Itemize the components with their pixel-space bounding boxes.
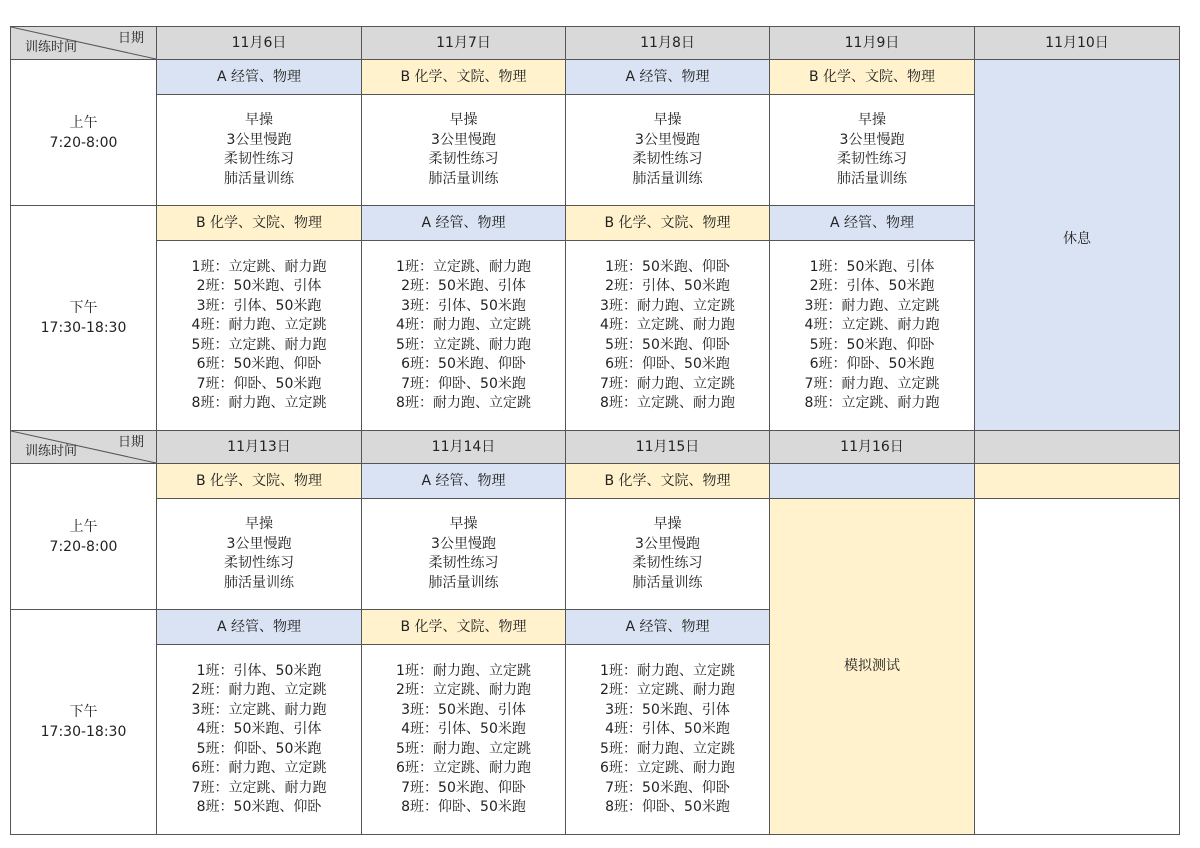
activity-item: 早操: [245, 112, 273, 128]
group-label: B 化学、文院、物理: [362, 610, 566, 645]
class-assignment: 8班：立定跳、耐力跑: [804, 395, 940, 411]
afternoon-class-list: [362, 241, 566, 431]
class-assignment: 7班：仰卧、50米跑: [401, 375, 526, 392]
activity-item: 3公里慢跑: [839, 131, 905, 148]
class-assignment: 4班：引体、50米跑: [401, 721, 526, 737]
afternoon-class-list: [362, 645, 566, 835]
morning-time-cell: [11, 60, 157, 206]
activity-item: 3公里慢跑: [635, 131, 700, 148]
group-label-empty: [770, 464, 975, 499]
class-assignment: 3班：50米跑、引体: [605, 701, 730, 718]
morning-activities: [362, 499, 566, 610]
date-header: 11月9日: [770, 27, 975, 60]
date-header: 11月8日: [566, 27, 770, 60]
training-schedule-table: [10, 26, 1180, 835]
class-assignment: 6班：50米跑、仰卧: [401, 356, 526, 372]
activity-item: 3公里慢跑: [226, 131, 292, 148]
group-label: B 化学、文院、物理: [157, 464, 362, 499]
class-assignment: 8班：耐力跑、立定跳: [191, 395, 327, 411]
class-assignment: 5班：50米跑、仰卧: [809, 336, 935, 353]
class-assignment: 7班：仰卧、50米跑: [196, 375, 322, 392]
group-label: A 经管、物理: [157, 610, 362, 645]
class-assignment: 1班：50米跑、引体: [809, 258, 935, 275]
morning-time: 7:20-8:00: [49, 538, 118, 555]
class-assignment: 8班：立定跳、耐力跑: [600, 395, 735, 411]
activity-item: 肺活量训练: [632, 170, 703, 187]
class-assignment: 7班：50米跑、仰卧: [605, 779, 730, 796]
class-assignment: 1班：立定跳、耐力跑: [396, 258, 531, 275]
class-assignment: 1班：立定跳、耐力跑: [191, 258, 327, 275]
class-assignment: 2班：50米跑、引体: [196, 278, 322, 294]
activity-item: 早操: [449, 112, 478, 128]
class-assignment: 2班：引体、50米跑: [809, 278, 935, 294]
activity-item: 肺活量训练: [632, 574, 703, 591]
class-assignment: 2班：引体、50米跑: [605, 278, 730, 294]
week1-date-row: [11, 27, 1180, 60]
afternoon-class-list: [770, 241, 975, 431]
corner-time-label: 训练时间: [25, 444, 78, 459]
class-assignment: 3班：引体、50米跑: [401, 297, 526, 314]
activity-item: 柔韧性练习: [428, 151, 499, 167]
class-assignment: 4班：耐力跑、立定跳: [396, 317, 531, 333]
activity-item: 肺活量训练: [224, 574, 294, 591]
activity-item: 3公里慢跑: [226, 535, 292, 552]
date-header: 11月14日: [362, 431, 566, 464]
activity-item: 3公里慢跑: [635, 535, 700, 552]
date-header-empty: [975, 431, 1180, 464]
group-label: A 经管、物理: [362, 206, 566, 241]
empty-cell: [975, 499, 1180, 835]
class-assignment: 4班：引体、50米跑: [605, 721, 730, 737]
class-assignment: 8班：仰卧、50米跑: [401, 799, 526, 815]
class-assignment: 5班：耐力跑、立定跳: [396, 740, 531, 757]
class-assignment: 3班：耐力跑、立定跳: [600, 297, 735, 314]
class-assignment: 1班：引体、50米跑: [196, 662, 322, 679]
class-assignment: 8班：50米跑、仰卧: [196, 799, 322, 815]
afternoon-class-list: [157, 645, 362, 835]
corner-time-label: 训练时间: [25, 40, 78, 55]
date-header: 11月13日: [157, 431, 362, 464]
week2-am-activity-row: [11, 499, 1180, 610]
corner-header: [11, 27, 157, 60]
class-assignment: 5班：仰卧、50米跑: [196, 740, 322, 757]
class-assignment: 6班：仰卧、50米跑: [809, 356, 935, 372]
activity-item: 肺活量训练: [837, 170, 907, 187]
class-assignment: 2班：耐力跑、立定跳: [191, 682, 327, 698]
afternoon-label: 下午: [69, 300, 98, 316]
class-assignment: 4班：立定跳、耐力跑: [600, 317, 735, 333]
activity-item: 早操: [653, 516, 682, 532]
date-header: 11月7日: [362, 27, 566, 60]
morning-activities: [362, 95, 566, 206]
week2-date-row: [11, 431, 1180, 464]
morning-time: 7:20-8:00: [49, 134, 118, 151]
group-label: A 经管、物理: [770, 206, 975, 241]
afternoon-time: 17:30-18:30: [40, 320, 127, 336]
class-assignment: 2班：立定跳、耐力跑: [396, 682, 531, 698]
afternoon-class-list: [566, 241, 770, 431]
morning-activities: [157, 499, 362, 610]
class-assignment: 5班：50米跑、仰卧: [605, 336, 730, 353]
activity-item: 肺活量训练: [428, 170, 499, 187]
activity-item: 柔韧性练习: [632, 555, 703, 571]
activity-item: 柔韧性练习: [224, 151, 294, 167]
date-header: 11月6日: [157, 27, 362, 60]
afternoon-time-cell: [11, 610, 157, 835]
activity-item: 柔韧性练习: [428, 555, 499, 571]
class-assignment: 7班：50米跑、仰卧: [401, 779, 526, 796]
class-assignment: 5班：耐力跑、立定跳: [600, 740, 735, 757]
class-assignment: 5班：立定跳、耐力跑: [396, 336, 531, 353]
class-assignment: 2班：50米跑、引体: [401, 278, 526, 294]
group-label: A 经管、物理: [566, 610, 770, 645]
group-label: B 化学、文院、物理: [566, 464, 770, 499]
class-assignment: 3班：50米跑、引体: [401, 701, 526, 718]
rest-cell: 休息: [975, 60, 1180, 431]
morning-activities: [770, 95, 975, 206]
group-label: A 经管、物理: [157, 60, 362, 95]
group-label: B 化学、文院、物理: [566, 206, 770, 241]
class-assignment: 3班：耐力跑、立定跳: [804, 297, 940, 314]
mock-test-cell: 模拟测试: [770, 499, 975, 835]
morning-activities: [157, 95, 362, 206]
week1-am-group-row: [11, 60, 1180, 95]
morning-label: 上午: [69, 518, 98, 535]
class-assignment: 3班：引体、50米跑: [196, 297, 322, 314]
group-label: B 化学、文院、物理: [770, 60, 975, 95]
week2-am-group-row: [11, 464, 1180, 499]
activity-item: 早操: [653, 112, 682, 128]
activity-item: 柔韧性练习: [837, 151, 907, 167]
class-assignment: 1班：50米跑、仰卧: [605, 258, 730, 275]
activity-item: 早操: [449, 516, 478, 532]
activity-item: 肺活量训练: [428, 574, 499, 591]
activity-item: 3公里慢跑: [431, 535, 496, 552]
activity-item: 柔韧性练习: [224, 555, 294, 571]
class-assignment: 5班：立定跳、耐力跑: [191, 336, 327, 353]
morning-activities: [566, 499, 770, 610]
afternoon-time-cell: [11, 206, 157, 431]
group-label: B 化学、文院、物理: [362, 60, 566, 95]
class-assignment: 4班：立定跳、耐力跑: [804, 317, 940, 333]
group-label-empty: [975, 464, 1180, 499]
afternoon-label: 下午: [69, 704, 98, 720]
class-assignment: 6班：仰卧、50米跑: [605, 356, 730, 372]
class-assignment: 7班：立定跳、耐力跑: [191, 779, 327, 796]
class-assignment: 6班：50米跑、仰卧: [196, 356, 322, 372]
morning-activities: [566, 95, 770, 206]
date-header: 11月10日: [975, 27, 1180, 60]
activity-item: 早操: [858, 112, 886, 128]
date-header: 11月16日: [770, 431, 975, 464]
class-assignment: 6班：立定跳、耐力跑: [396, 760, 531, 776]
group-label: B 化学、文院、物理: [157, 206, 362, 241]
group-label: A 经管、物理: [362, 464, 566, 499]
class-assignment: 7班：耐力跑、立定跳: [600, 375, 735, 392]
morning-time-cell: [11, 464, 157, 610]
activity-item: 3公里慢跑: [431, 131, 496, 148]
class-assignment: 3班：立定跳、耐力跑: [191, 701, 327, 718]
corner-header: [11, 431, 157, 464]
corner-date-label: 日期: [117, 435, 144, 450]
class-assignment: 7班：耐力跑、立定跳: [804, 375, 940, 392]
class-assignment: 8班：耐力跑、立定跳: [396, 395, 531, 411]
class-assignment: 8班：仰卧、50米跑: [605, 799, 730, 815]
class-assignment: 6班：耐力跑、立定跳: [191, 760, 327, 776]
afternoon-time: 17:30-18:30: [40, 724, 127, 740]
class-assignment: 4班：50米跑、引体: [196, 721, 322, 737]
class-assignment: 1班：耐力跑、立定跳: [396, 662, 531, 679]
date-header: 11月15日: [566, 431, 770, 464]
afternoon-class-list: [157, 241, 362, 431]
class-assignment: 2班：立定跳、耐力跑: [600, 682, 735, 698]
class-assignment: 6班：立定跳、耐力跑: [600, 760, 735, 776]
activity-item: 柔韧性练习: [632, 151, 703, 167]
class-assignment: 4班：耐力跑、立定跳: [191, 317, 327, 333]
afternoon-class-list: [566, 645, 770, 835]
activity-item: 早操: [245, 516, 273, 532]
group-label: A 经管、物理: [566, 60, 770, 95]
morning-label: 上午: [69, 114, 98, 131]
class-assignment: 1班：耐力跑、立定跳: [600, 662, 735, 679]
activity-item: 肺活量训练: [224, 170, 294, 187]
corner-date-label: 日期: [117, 31, 144, 46]
